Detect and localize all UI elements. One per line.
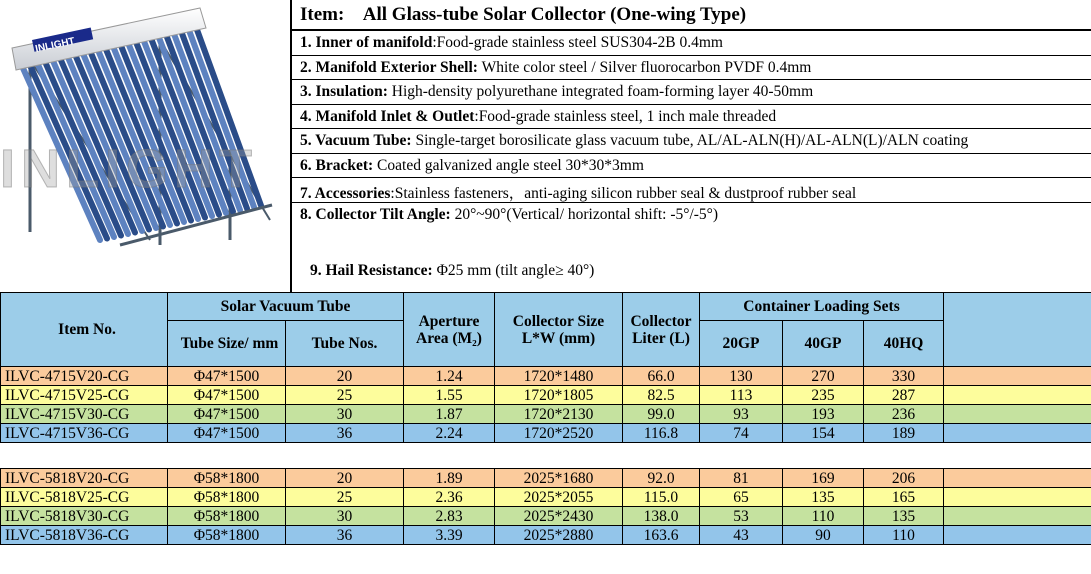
cell-size: Φ58*1800	[168, 469, 286, 488]
cell-blank	[944, 424, 1091, 443]
cell-gp20: 43	[700, 526, 783, 545]
row-gap	[1, 443, 1091, 469]
cell-gp40: 235	[783, 386, 864, 405]
cell-nos: 36	[286, 526, 404, 545]
spec-text: Φ25 mm (tilt angle≥ 40°)	[432, 262, 595, 279]
header-collector-size: Collector Size L*W (mm)	[495, 293, 623, 367]
cell-item: ILVC-5818V25-CG	[1, 488, 168, 507]
product-table	[0, 292, 1091, 545]
spec-text: Single-target borosilicate glass vacuum tube, AL/AL-ALN(H)/AL-ALN(L)/ALN coating	[411, 132, 969, 149]
spec-row	[292, 105, 1091, 130]
cell-item: ILVC-4715V20-CG	[1, 367, 168, 386]
header-20gp: 20GP	[700, 321, 783, 367]
spec-text: White color steel / Silver fluorocarbon PVDF 0.4mm	[477, 58, 812, 76]
cell-gp20: 130	[700, 367, 783, 386]
cell-gp40: 193	[783, 405, 864, 424]
cell-gp40: 154	[783, 424, 864, 443]
header-tube-size: Tube Size/ mm	[168, 321, 286, 367]
cell-dim: 1720*2130	[495, 405, 623, 424]
spec-panel	[290, 0, 1091, 292]
cell-gp20: 65	[700, 488, 783, 507]
cell-dim: 2025*1680	[495, 469, 623, 488]
cell-blank	[944, 386, 1091, 405]
header-collector-liter: Collector Liter (L)	[623, 293, 700, 367]
header-40gp: 40GP	[783, 321, 864, 367]
cell-size: Φ47*1500	[168, 424, 286, 443]
cell-area: 2.36	[404, 488, 495, 507]
header-aperture-area: Aperture Area (M₂)	[404, 293, 495, 367]
header-container-loading: Container Loading Sets	[700, 293, 944, 321]
table-row	[1, 386, 1091, 405]
spec-label: 6. Bracket:	[300, 156, 374, 174]
cell-hq40: 236	[864, 405, 944, 424]
cell-dim: 1720*1805	[495, 386, 623, 405]
cell-gp40: 135	[783, 488, 864, 507]
cell-dim: 1720*1480	[495, 367, 623, 386]
cell-size: Φ58*1800	[168, 526, 286, 545]
cell-blank	[944, 405, 1091, 424]
table-row	[1, 469, 1091, 488]
cell-hq40: 330	[864, 367, 944, 386]
table-row	[1, 443, 1091, 469]
cell-area: 1.87	[404, 405, 495, 424]
cell-dim: 1720*2520	[495, 424, 623, 443]
table-row	[1, 424, 1091, 443]
table-row	[1, 507, 1091, 526]
cell-size: Φ47*1500	[168, 405, 286, 424]
cell-area: 1.24	[404, 367, 495, 386]
cell-liter: 116.8	[623, 424, 700, 443]
cell-hq40: 189	[864, 424, 944, 443]
cell-liter: 163.6	[623, 526, 700, 545]
cell-gp40: 110	[783, 507, 864, 526]
cell-gp40: 270	[783, 367, 864, 386]
cell-size: Φ58*1800	[168, 507, 286, 526]
cell-area: 1.89	[404, 469, 495, 488]
spec-row	[292, 154, 1091, 179]
spec-label: 2. Manifold Exterior Shell:	[300, 58, 478, 76]
spec-text: High-density polyurethane integrated foam-forming layer 40-50mm	[387, 83, 814, 100]
cell-liter: 92.0	[623, 469, 700, 488]
spec-row	[292, 129, 1091, 154]
cell-liter: 138.0	[623, 507, 700, 526]
spec-label: 3. Insulation:	[300, 83, 388, 100]
cell-item: ILVC-4715V36-CG	[1, 424, 168, 443]
cell-hq40: 110	[864, 526, 944, 545]
spec-title	[292, 0, 1091, 31]
spec-text: Food-grade stainless steel, 1 inch male threaded	[478, 107, 777, 125]
cell-area: 2.83	[404, 507, 495, 526]
spec-row	[292, 203, 1091, 255]
cell-dim: 2025*2880	[495, 526, 623, 545]
cell-item: ILVC-4715V30-CG	[1, 405, 168, 424]
cell-gp20: 74	[700, 424, 783, 443]
cell-size: Φ47*1500	[168, 367, 286, 386]
cell-gp40: 90	[783, 526, 864, 545]
cell-item: ILVC-4715V25-CG	[1, 386, 168, 405]
table-row	[1, 405, 1091, 424]
spec-text: Stainless fasteners，anti-aging silicon rubber seal & dustproof rubber seal	[394, 185, 857, 202]
spec-sep: :	[432, 34, 437, 51]
title-prefix: Item:	[300, 4, 345, 25]
cell-blank	[944, 367, 1091, 386]
spec-label: 8. Collector Tilt Angle:	[300, 205, 451, 223]
cell-area: 2.24	[404, 424, 495, 443]
cell-nos: 25	[286, 386, 404, 405]
cell-area: 3.39	[404, 526, 495, 545]
cell-gp20: 93	[700, 405, 783, 424]
cell-size: Φ58*1800	[168, 488, 286, 507]
cell-item: ILVC-5818V30-CG	[1, 507, 168, 526]
cell-nos: 20	[286, 469, 404, 488]
spec-row	[292, 80, 1091, 105]
table-row	[1, 526, 1091, 545]
cell-nos: 36	[286, 424, 404, 443]
table-row	[1, 367, 1091, 386]
product-photo	[0, 0, 290, 290]
cell-gp20: 113	[700, 386, 783, 405]
spec-label: 9. Hail Resistance:	[310, 262, 433, 279]
spec-text: Coated galvanized angle steel 30*30*3mm	[373, 156, 644, 174]
header-tube-nos: Tube Nos.	[286, 321, 404, 367]
cell-dim: 2025*2430	[495, 507, 623, 526]
brand-logo: INLIGHT	[34, 35, 76, 55]
spec-row	[292, 56, 1091, 81]
spec-text: Food-grade stainless steel SUS304-2B 0.4mm	[436, 34, 723, 51]
cell-item: ILVC-5818V20-CG	[1, 469, 168, 488]
cell-gp20: 53	[700, 507, 783, 526]
cell-nos: 30	[286, 405, 404, 424]
header-item-no: Item No.	[1, 293, 168, 367]
cell-blank	[944, 526, 1091, 545]
spec-sep: :	[474, 107, 479, 125]
cell-blank	[944, 488, 1091, 507]
spec-hail-resistance	[310, 262, 594, 280]
cell-item: ILVC-5818V36-CG	[1, 526, 168, 545]
watermark: INLIGHT	[0, 139, 258, 199]
cell-gp40: 169	[783, 469, 864, 488]
cell-nos: 25	[286, 488, 404, 507]
cell-hq40: 206	[864, 469, 944, 488]
cell-liter: 66.0	[623, 367, 700, 386]
header-solar-vacuum-tube: Solar Vacuum Tube	[168, 293, 404, 321]
cell-nos: 30	[286, 507, 404, 526]
table-row	[1, 488, 1091, 507]
header-blank	[944, 293, 1091, 367]
cell-nos: 20	[286, 367, 404, 386]
cell-liter: 99.0	[623, 405, 700, 424]
cell-area: 1.55	[404, 386, 495, 405]
cell-hq40: 165	[864, 488, 944, 507]
cell-liter: 115.0	[623, 488, 700, 507]
spec-label: 7. Accessories	[300, 185, 391, 202]
cell-dim: 2025*2055	[495, 488, 623, 507]
cell-blank	[944, 469, 1091, 488]
spec-label: 1. Inner of manifold	[300, 34, 433, 51]
cell-blank	[944, 507, 1091, 526]
spec-text: 20°~90°(Vertical/ horizontal shift: -5°/-5°)	[450, 205, 719, 223]
spec-row	[292, 178, 1091, 203]
spec-label: 5. Vacuum Tube:	[300, 132, 412, 149]
cell-hq40: 135	[864, 507, 944, 526]
cell-liter: 82.5	[623, 386, 700, 405]
spec-label: 4. Manifold Inlet & Outlet	[300, 107, 475, 125]
header-40hq: 40HQ	[864, 321, 944, 367]
product-title: All Glass-tube Solar Collector (One-wing Type)	[362, 4, 747, 25]
spec-row	[292, 31, 1091, 56]
cell-gp20: 81	[700, 469, 783, 488]
spec-sep: :	[390, 185, 395, 202]
cell-size: Φ47*1500	[168, 386, 286, 405]
cell-hq40: 287	[864, 386, 944, 405]
